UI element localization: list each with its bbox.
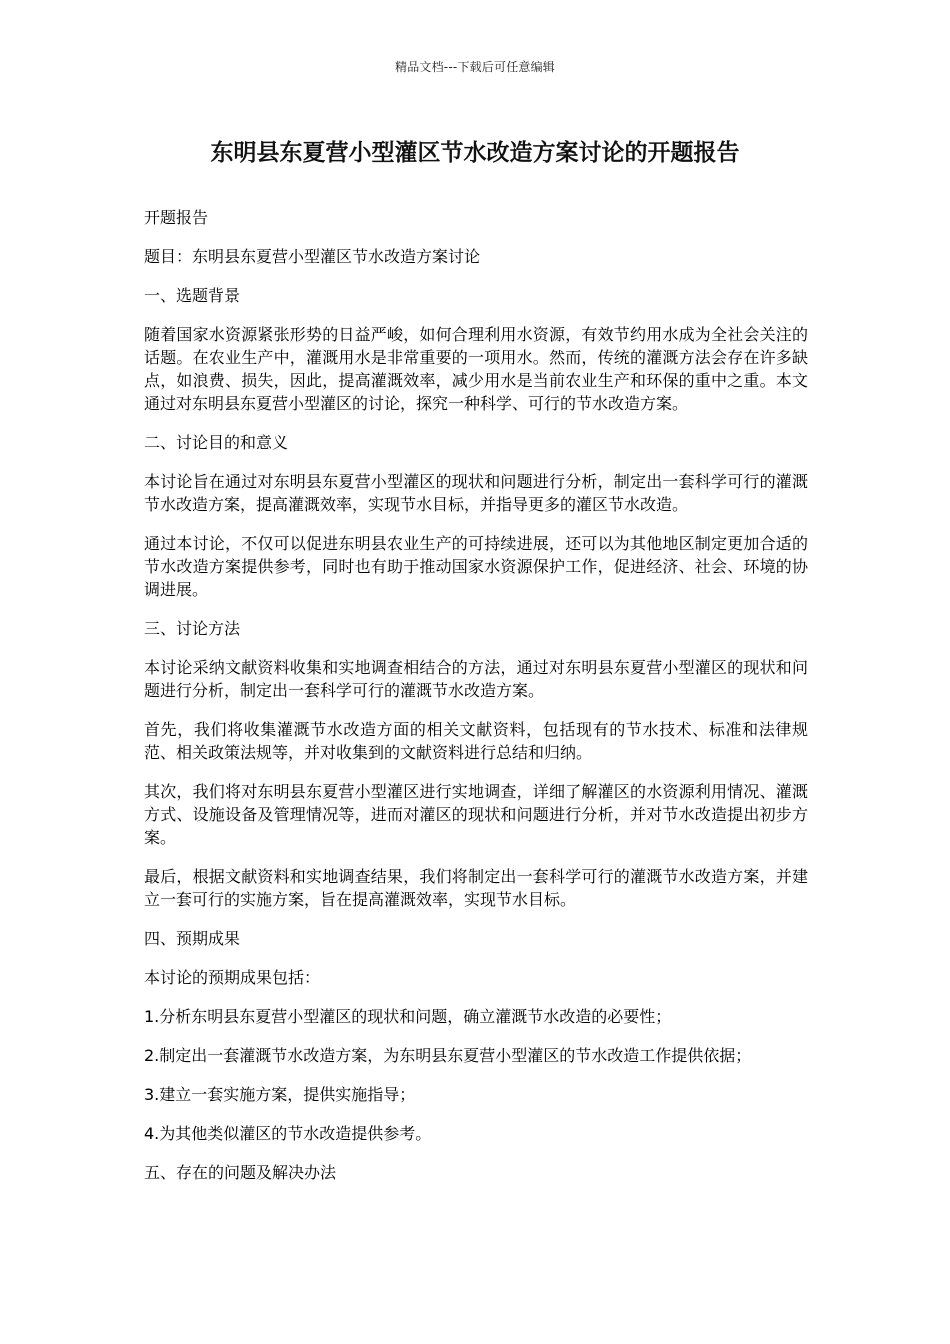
header-note: 精品文档---下载后可任意编辑 — [395, 60, 555, 74]
paragraph-method-3: 其次，我们将对东明县东夏营小型灌区进行实地调查，详细了解灌区的水资源利用情况、灌溉方式、设施设备及管理情况等，进而对灌区的现状和问题进行分析，并对节水改造提出初步方案。 — [144, 782, 808, 847]
list-item-outcome-3: 3.建立一套实施方案，提供实施指导； — [144, 1085, 416, 1104]
section-heading-problems: 五、存在的问题及解决办法 — [144, 1163, 337, 1182]
document-title: 东明县东夏营小型灌区节水改造方案讨论的开题报告 — [210, 140, 740, 166]
paragraph-purpose-2: 通过本讨论，不仅可以促进东明县农业生产的可持续进展，还可以为其他地区制定更加合适的节水改造方案提供参考，同时也有助于推动国家水资源保护工作，促进经济、社会、环境的协调进展。 — [144, 534, 808, 599]
section-heading-purpose: 二、讨论目的和意义 — [144, 433, 289, 452]
section-heading-outcomes: 四、预期成果 — [144, 929, 241, 948]
list-item-outcome-1: 1.分析东明县东夏营小型灌区的现状和问题，确立灌溉节水改造的必要性； — [144, 1007, 672, 1026]
paragraph-method-1: 本讨论采纳文献资料收集和实地调查相结合的方法，通过对东明县东夏营小型灌区的现状和问题进行分析，制定出一套科学可行的灌溉节水改造方案。 — [144, 658, 808, 700]
paragraph-topic: 题目：东明县东夏营小型灌区节水改造方案讨论 — [144, 247, 481, 266]
paragraph-outcomes-intro: 本讨论的预期成果包括： — [144, 968, 321, 987]
section-heading-background: 一、选题背景 — [144, 286, 241, 305]
paragraph-label: 开题报告 — [144, 208, 209, 227]
paragraph-purpose-1: 本讨论旨在通过对东明县东夏营小型灌区的现状和问题进行分析，制定出一套科学可行的灌溉节水改造方案，提高灌溉效率，实现节水目标，并指导更多的灌区节水改造。 — [144, 472, 808, 514]
paragraph-background: 随着国家水资源紧张形势的日益严峻，如何合理利用水资源，有效节约用水成为全社会关注的话题。在农业生产中，灌溉用水是非常重要的一项用水。然而，传统的灌溉方法会存在许多缺点，如浪费、损失，因此，提高灌溉效率，减少用水是当前农业生产和环保的重中之重。本文通过对东明县东夏营小型灌区的讨论，探究一种科学、可行的节水改造方案。 — [144, 325, 808, 413]
paragraph-method-2: 首先，我们将收集灌溉节水改造方面的相关文献资料，包括现有的节水技术、标准和法律规范、相关政策法规等，并对收集到的文献资料进行总结和归纳。 — [144, 720, 808, 762]
list-item-outcome-4: 4.为其他类似灌区的节水改造提供参考。 — [144, 1124, 432, 1143]
document-body — [144, 206, 808, 1200]
paragraph-method-4: 最后，根据文献资料和实地调查结果，我们将制定出一套科学可行的灌溉节水改造方案，并建立一套可行的实施方案，旨在提高灌溉效率，实现节水目标。 — [144, 867, 808, 909]
list-item-outcome-2: 2.制定出一套灌溉节水改造方案，为东明县东夏营小型灌区的节水改造工作提供依据； — [144, 1046, 752, 1065]
section-heading-method: 三、讨论方法 — [144, 619, 241, 638]
